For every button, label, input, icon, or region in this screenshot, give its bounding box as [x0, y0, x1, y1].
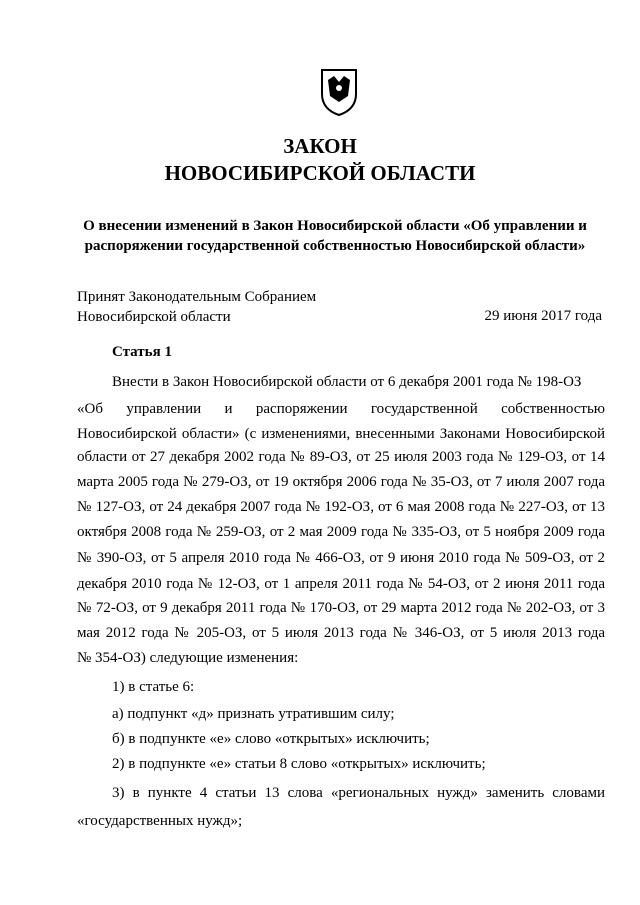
body-line: октября 2008 года № 259-ОЗ, от 2 мая 2009 года № 335-ОЗ, от 5 ноября 2009 года: [77, 524, 605, 540]
coat-of-arms-emblem: [318, 66, 360, 116]
subtitle-line1: О внесении изменений в Закон Новосибирской области «Об управлении и: [83, 218, 587, 234]
body-line: «Об управлении и распоряжении государственной собственностью: [77, 401, 605, 417]
adoption-date: 29 июня 2017 года: [484, 308, 602, 324]
document-title-line2: НОВОСИБИРСКОЙ ОБЛАСТИ: [164, 161, 476, 185]
body-line: области от 27 декабря 2002 года № 89-ОЗ, от 25 июля 2003 года № 129-ОЗ, от 14: [77, 449, 605, 465]
body-line: Внести в Закон Новосибирской области от 6 декабря 2001 года № 198-ОЗ: [112, 374, 582, 390]
article-heading: Статья 1: [112, 344, 172, 360]
body-line: № 72-ОЗ, от 9 декабря 2011 года № 170-ОЗ, от 29 марта 2012 года № 202-ОЗ, от 3: [77, 600, 605, 616]
body-line: 3) в пункте 4 статьи 13 слова «региональных нужд» заменить словами: [112, 785, 605, 801]
body-line: 1) в статье 6:: [112, 679, 195, 695]
body-line: № 127-ОЗ, от 24 декабря 2007 года № 192-ОЗ, от 6 мая 2008 года № 227-ОЗ, от 13: [77, 499, 605, 515]
body-line: 2) в подпункте «е» статьи 8 слово «открытых» исключить;: [112, 756, 486, 772]
body-line: декабря 2010 года № 12-ОЗ, от 1 апреля 2011 года № 54-ОЗ, от 2 июня 2011 года: [77, 576, 605, 592]
body-line: Новосибирской области» (с изменениями, внесенными Законами Новосибирской: [77, 426, 605, 442]
body-line: № 354-ОЗ) следующие изменения:: [77, 650, 299, 666]
body-line: б) в подпункте «е» слово «открытых» исключить;: [112, 731, 430, 747]
body-line: мая 2012 года № 205-ОЗ, от 5 июля 2013 года № 346-ОЗ, от 5 июля 2013 года: [77, 625, 605, 641]
subtitle-line2: распоряжении государственной собственностью Новосибирской области»: [84, 238, 586, 254]
adopted-line2: Новосибирской области: [77, 309, 231, 325]
document-title-line1: ЗАКОН: [283, 134, 357, 158]
body-line: № 390-ОЗ, от 5 апреля 2010 года № 466-ОЗ, от 9 июня 2010 года № 509-ОЗ, от 2: [77, 550, 605, 566]
body-line: марта 2005 года № 279-ОЗ, от 19 октября 2006 года № 35-ОЗ, от 7 июля 2007 года: [77, 474, 605, 490]
body-line: а) подпункт «д» признать утратившим силу;: [112, 706, 395, 722]
adopted-line1: Принят Законодательным Собранием: [77, 289, 317, 305]
body-line: «государственных нужд»;: [77, 813, 243, 829]
